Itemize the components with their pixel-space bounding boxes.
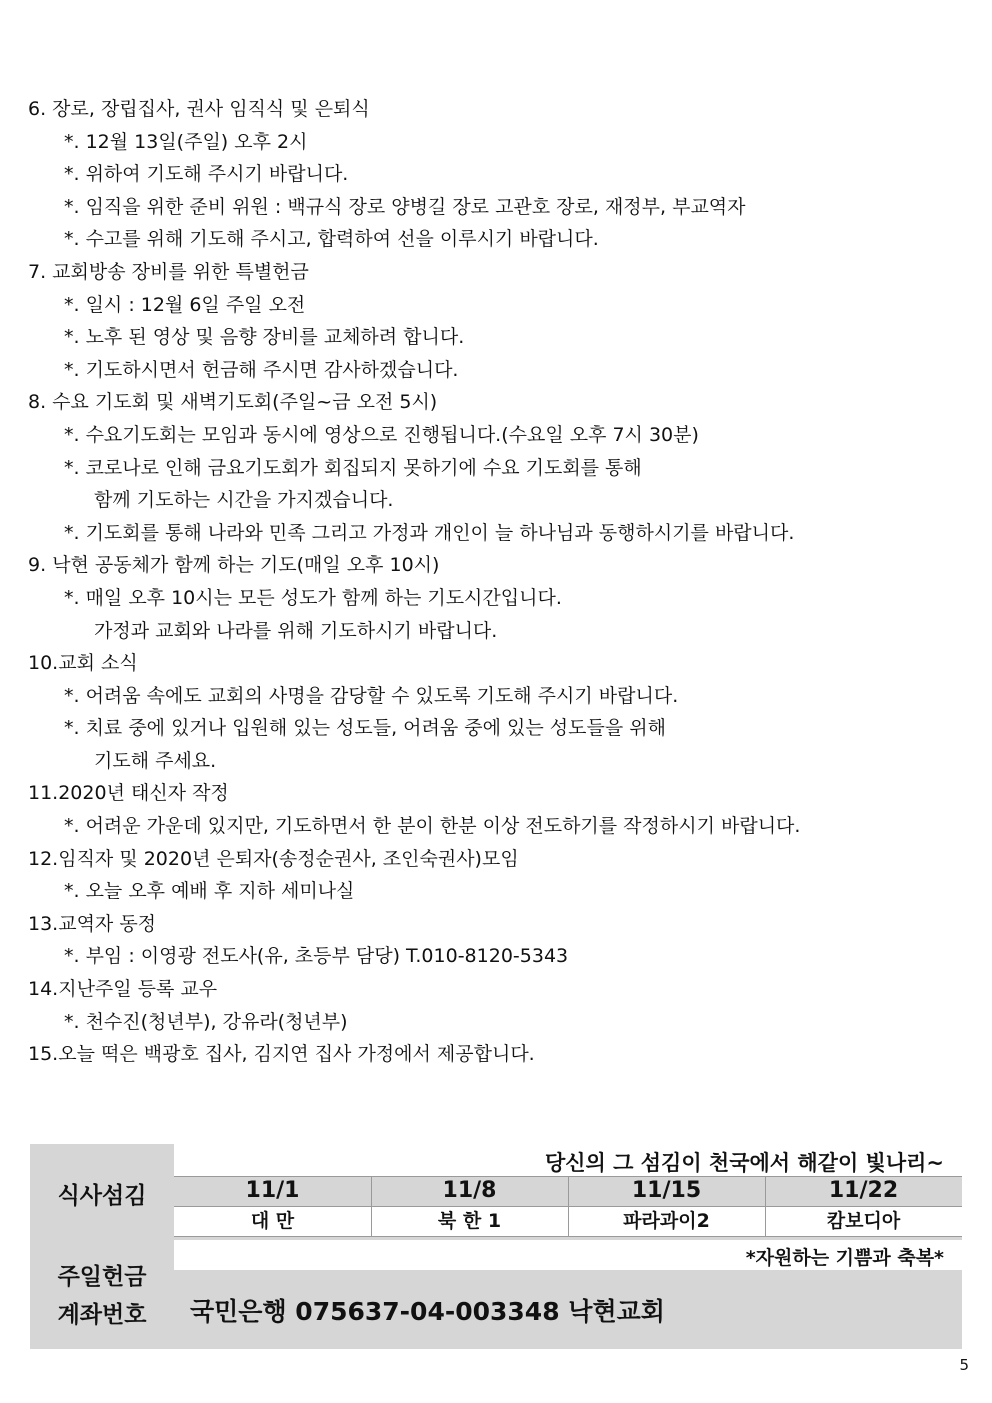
notice-item: *. 매일 오후 10시는 모든 성도가 함께 하는 기도시간입니다. [64,586,562,609]
row-divider [174,1176,962,1177]
notice-heading: 12.임직자 및 2020년 은퇴자(송정순권사, 조인숙권사)모임 [28,847,519,870]
notice-item: *. 부임 : 이영광 전도사(유, 초등부 담당) T.010-8120-5343 [64,945,569,968]
bank-account: 국민은행 075637-04-003348 낙현교회 [190,1297,665,1326]
notice-item: 가정과 교회와 나라를 위해 기도하시기 바랍니다. [94,619,498,642]
meal-date-4: 11/22 [828,1178,899,1203]
meal-group-2: 북 한 1 [437,1210,502,1232]
meal-tagline-bar [174,1144,962,1176]
notice-heading: 9. 낙현 공동체가 함께 하는 기도(매일 오후 10시) [28,554,440,577]
account-label: 계좌번호 [57,1302,147,1328]
notice-heading: 7. 교회방송 장비를 위한 특별헌금 [28,260,309,283]
notice-heading: 14.지난주일 등록 교우 [28,978,218,1001]
notice-heading: 13.교역자 동정 [28,912,157,935]
notice-item: *. 어려움 속에도 교회의 사명을 감당할 수 있도록 기도해 주시기 바랍니다. [64,684,679,707]
notice-list [28,93,968,1071]
notice-item: 함께 기도하는 시간을 가지겠습니다. [94,489,394,512]
notice-item: *. 기도회를 통해 나라와 민족 그리고 가정과 개인이 늘 하나님과 동행하시기를 바랍니다. [64,521,795,544]
notice-item: *. 천수진(청년부), 강유라(청년부) [64,1010,348,1033]
notice-item: *. 수요기도회는 모임과 동시에 영상으로 진행됩니다.(수요일 오후 7시 30분) [64,423,699,446]
notice-item: *. 수고를 위해 기도해 주시고, 합력하여 선을 이루시기 바랍니다. [64,228,599,251]
notice-heading: 6. 장로, 장립집사, 권사 임직식 및 은퇴식 [28,98,370,120]
page-number: 5 [959,1356,969,1374]
meal-service-label: 식사섬김 [57,1183,147,1209]
meal-group-1: 대 만 [250,1210,295,1232]
offering-tagline: *자원하는 기쁨과 축복* [745,1247,944,1269]
offering-tagline-bar [174,1240,962,1270]
row-divider [174,1236,962,1237]
meal-offering-box [30,1144,962,1349]
meal-date-1: 11/1 [245,1178,300,1203]
offering-label: 주일헌금 [57,1264,147,1290]
notice-item: *. 코로나로 인해 금요기도회가 회집되지 못하기에 수요 기도회를 통해 [64,456,642,479]
notice-item: *. 일시 : 12월 6일 주일 오전 [64,293,306,316]
meal-group-4: 캄보디아 [826,1210,901,1232]
meal-date-2: 11/8 [442,1178,497,1203]
meal-tagline: 당신의 그 섬김이 천국에서 해같이 빛나리~ [544,1151,944,1175]
notice-heading: 15.오늘 떡은 백광호 집사, 김지연 집사 가정에서 제공합니다. [28,1043,535,1066]
notice-item: *. 오늘 오후 예배 후 지하 세미나실 [64,880,355,903]
notice-item: *. 임직을 위한 준비 위원 : 백규식 장로 양병길 장로 고관호 장로, 재정부, 부교역자 [64,195,746,218]
notice-item: *. 노후 된 영상 및 음향 장비를 교체하려 합니다. [64,326,465,349]
notice-item: *. 어려운 가운데 있지만, 기도하면서 한 분이 한분 이상 전도하기를 작정하시기 바랍니다. [64,815,801,838]
meal-group-3: 파라과이2 [623,1210,710,1232]
row-divider [174,1206,962,1207]
notice-heading: 10.교회 소식 [28,652,138,675]
notice-item: 기도해 주세요. [94,749,217,772]
notice-item: *. 기도하시면서 헌금해 주시면 감사하겠습니다. [64,358,459,381]
notice-item: *. 치료 중에 있거나 입원해 있는 성도들, 어려움 중에 있는 성도들을 위해 [64,717,666,740]
notice-item: *. 위하여 기도해 주시기 바랍니다. [64,163,349,186]
notice-heading: 11.2020년 태신자 작정 [28,782,229,805]
meal-date-3: 11/15 [631,1178,702,1203]
notice-item: *. 12월 13일(주일) 오후 2시 [64,130,308,153]
notice-heading: 8. 수요 기도회 및 새벽기도회(주일~금 오전 5시) [28,391,438,414]
